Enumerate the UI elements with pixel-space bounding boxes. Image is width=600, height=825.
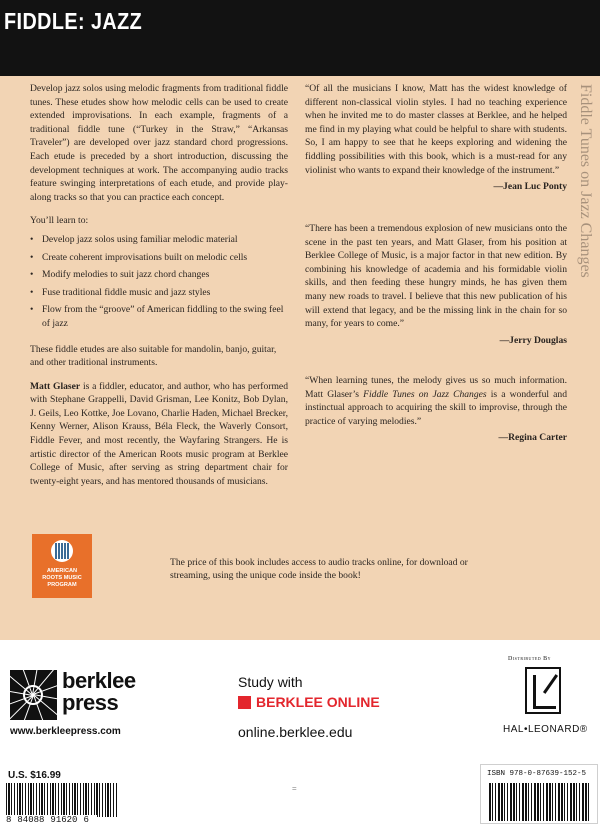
author-bio	[30, 380, 288, 489]
learn-item	[30, 233, 288, 247]
learn-heading: You’ll learn to:	[30, 215, 89, 227]
header-bar	[0, 0, 600, 76]
upc-number: 8 84088 91620 6	[4, 815, 97, 825]
learn-item	[30, 303, 288, 330]
berklee-online-wordmark: BERKLEE ONLINE	[256, 694, 380, 710]
bullet: •	[30, 304, 34, 316]
berklee-press-wordmark: berklee press	[62, 668, 136, 715]
hal-leonard-wordmark: HAL•LEONARD®	[503, 724, 588, 735]
testimonial-attribution: —Jean Luc Ponty	[493, 181, 567, 193]
isbn-number: ISBN 978-0-87639-152-5	[487, 770, 587, 778]
testimonial	[305, 222, 567, 347]
series-title: FIDDLE: JAZZ	[4, 8, 143, 34]
learn-item-text: Develop jazz solos using familiar melodic material	[42, 233, 238, 245]
learn-item-text: Create coherent improvisations built on melodic cells	[42, 251, 248, 263]
berklee-press-url[interactable]: www.berkleepress.com	[10, 726, 121, 737]
audio-access-note: The price of this book includes access to audio tracks online, for download or streaming, using the unique code inside the book!	[170, 557, 468, 581]
learn-item-text: Flow from the “groove” of American fiddling to the swing feel of jazz	[42, 304, 284, 329]
also-suitable-paragraph: These fiddle etudes are also suitable for mandolin, banjo, guitar, and other traditional instruments.	[30, 343, 277, 369]
upc-barcode	[6, 783, 118, 817]
spine-title: Fiddle Tunes on Jazz Changes	[577, 84, 594, 278]
hal-leonard-logo-icon	[525, 667, 561, 714]
spine-edge	[572, 84, 598, 334]
learn-item	[30, 286, 288, 300]
learn-item	[30, 251, 288, 265]
testimonial-quote: “There has been a tremendous explosion of new musicians onto the scene in the past ten years, and Matt Glaser, from his position at Berklee College of Music, is a major factor in that new edition. By combining his knowledge of academia and his formidable violin skills, and then feeding these hungry minds, he has given them many new roads to travel. I believe that this new publication of his will extend that legacy, and be the missing link in the chain for so many, for years to come.”	[305, 223, 567, 330]
learn-item-text: Modify melodies to suit jazz chord changes	[42, 269, 210, 281]
bullet: •	[30, 269, 34, 281]
quote-text: “When learning tunes, the melody gives us so much information. Matt Glaser’s	[305, 375, 567, 400]
american-roots-logo	[32, 534, 92, 598]
quote-text: is a wonderful and instinctual approach to acquiring the skill to improvise, through the practice of varying melodies.”	[305, 388, 567, 427]
testimonial-quote: “Of all the musicians I know, Matt has the widest knowledge of different non-classical violin styles. I had no teaching experience when he invited me to do master classes at Berklee, and he helped me find in my playing what could be helpful to share with students. So, I am happy to see that he keeps exploring and widening the fiddling possibilities with this book, which is a must-read for any violinist who wants to expand their knowledge of the instrument.”	[305, 83, 567, 176]
learn-item	[30, 268, 288, 282]
description-column	[30, 82, 288, 488]
berklee-online-url[interactable]: online.berklee.edu	[238, 724, 353, 740]
berklee-online-square-icon	[238, 696, 251, 709]
testimonial	[305, 374, 567, 445]
testimonial-quote	[305, 374, 567, 428]
bullet: •	[30, 286, 34, 298]
isbn-block	[480, 764, 598, 824]
study-with-label: Study with	[238, 674, 303, 690]
bullet: •	[30, 233, 34, 245]
price-label: U.S. $16.99	[8, 770, 61, 781]
learn-item-text: Fuse traditional fiddle music and jazz styles	[42, 286, 211, 298]
author-name: Matt Glaser	[30, 380, 81, 392]
publisher-footer	[0, 640, 600, 825]
center-mark: =	[292, 784, 297, 793]
testimonial	[305, 82, 567, 194]
american-roots-logo-text: AMERICAN ROOTS MUSIC PROGRAM	[42, 568, 82, 588]
learn-list	[30, 233, 288, 331]
intro-paragraph: Develop jazz solos using melodic fragments from traditional fiddle tunes. These etudes show how melodic cells can be used to create extended improvisations. In each example, fragments of a traditional fiddle tune (“Turkey in the Straw,” “Arkansas Traveler”) are developed over jazz standard chord progressions. Each etude is preceded by a short introduction, discussing the development techniques at work. The accompanying audio tracks feature swinging interpretations of each etude, and provide play-along tracks so that you can practice each concept.	[30, 83, 288, 203]
isbn-barcode	[489, 783, 589, 821]
berklee-press-logo-icon	[10, 670, 57, 720]
author-bio-text: is a fiddler, educator, and author, who has performed with Stephane Grappelli, David Grisman, Lee Konitz, Bob Dylan, J. Geils, Leo Kottke, Joe Lovano, Charlie Haden, Michael Brecker, Kenny Werner, Alison Krauss, Béla Fleck, the Waverly Consort, Fiddle Fever, and most recently, the Wayfaring Strangers. He is artistic director of the American Roots music program at Berklee College of Music, after serving as string department chair for twenty-eight years, and has mentored thousands of musicians.	[30, 380, 288, 487]
strings-icon	[51, 540, 73, 562]
testimonial-attribution: —Jerry Douglas	[499, 334, 567, 346]
bullet: •	[30, 251, 34, 263]
testimonial-attribution: —Regina Carter	[498, 432, 567, 444]
distributed-by-label: Distributed By	[508, 656, 552, 662]
book-title: Fiddle Tunes on Jazz Changes	[363, 388, 487, 400]
